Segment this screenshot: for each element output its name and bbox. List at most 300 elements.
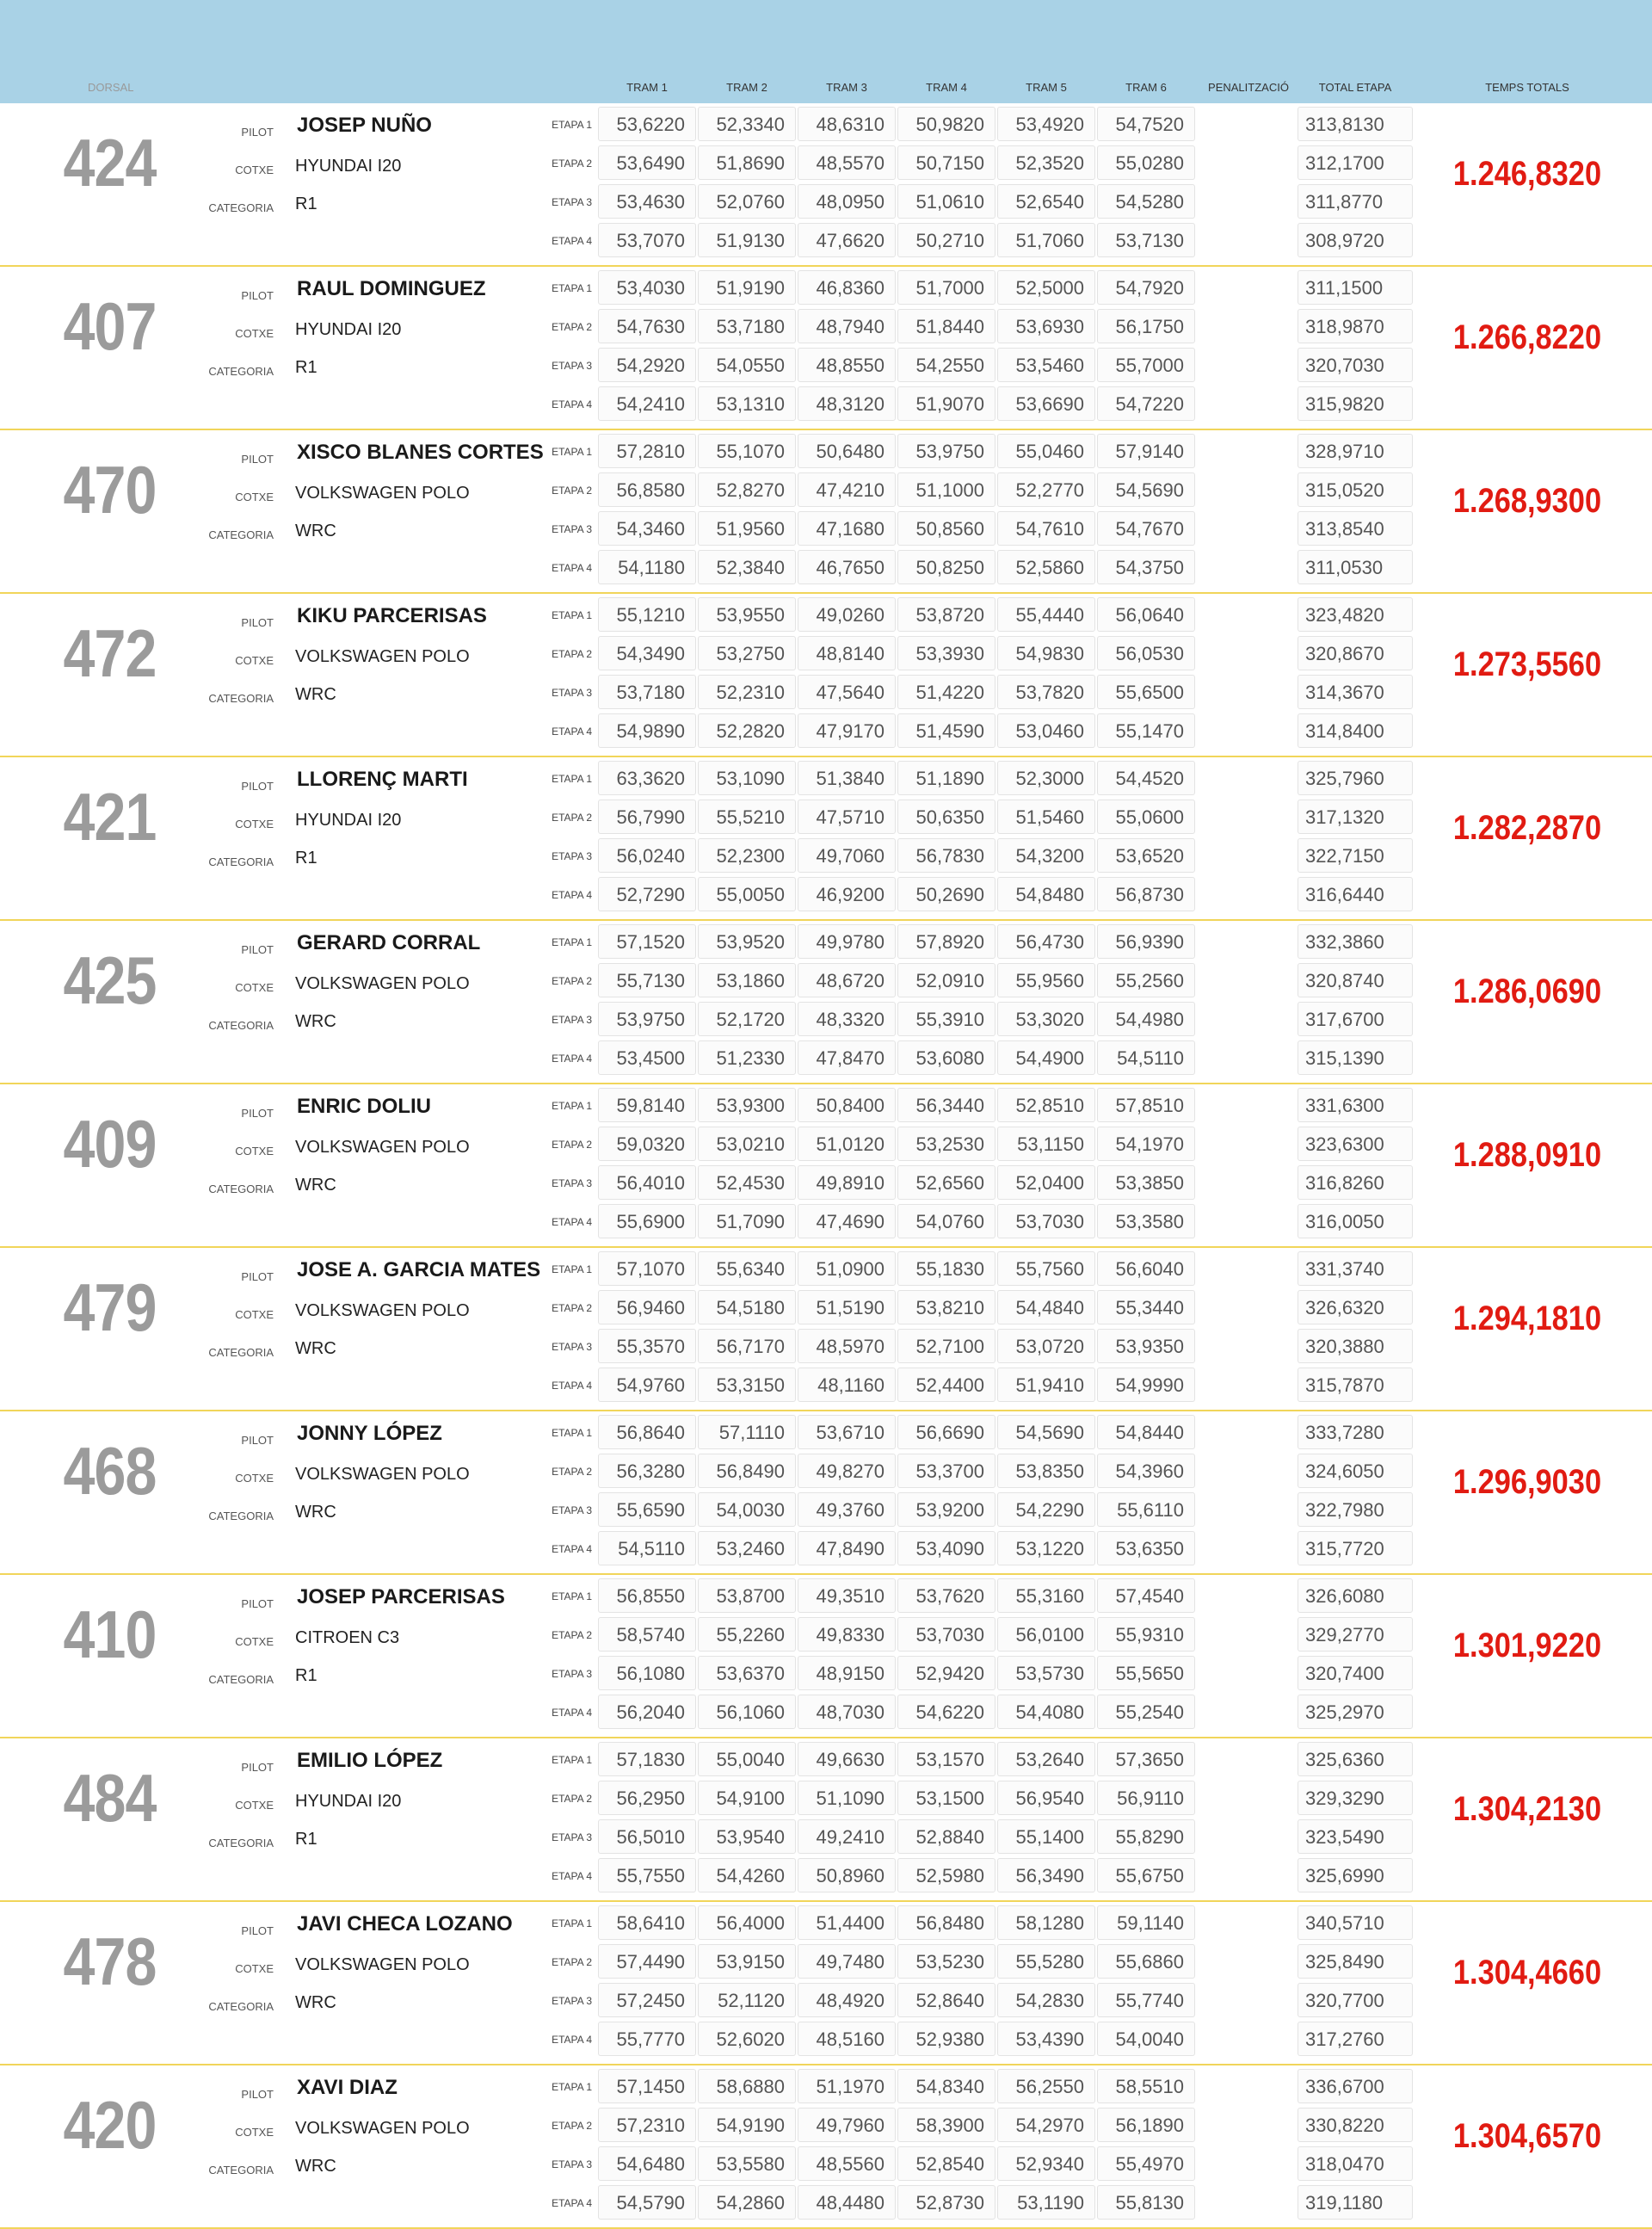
stage-total-time: 325,8490 [1298,1944,1413,1979]
stage-row [0,1856,1652,1895]
tram-5-time: 52,5000 [997,270,1095,305]
tram-5-time: 53,1190 [997,2185,1095,2220]
stage-label: ETAPA 4 [552,235,592,247]
total-time: 1.268,9300 [1452,482,1602,520]
entry-block [0,594,1652,757]
tram-1-time: 57,2450 [598,1983,696,2017]
tram-1-time: 56,5010 [598,1819,696,1854]
tram-6-time: 54,4980 [1097,1002,1195,1036]
tram-3-time: 46,9200 [798,877,896,911]
tram-5-time: 56,2550 [997,2069,1095,2103]
stage-label: ETAPA 3 [552,2158,592,2170]
pilot-name: GERARD CORRAL [297,931,481,954]
tram-4-time: 51,0610 [897,184,996,219]
cotxe-label: COTXE [235,654,274,667]
tram-4-time: 51,8440 [897,309,996,343]
stage-label: ETAPA 4 [552,562,592,574]
stage-row [0,1981,1652,2020]
tram-5-time: 51,7060 [997,223,1095,257]
entry-block [0,103,1652,267]
tram-6-time: 54,4520 [1097,761,1195,795]
tram-2-time: 53,0210 [698,1127,796,1161]
cotxe-label: COTXE [235,1145,274,1158]
tram-4-time: 52,9380 [897,2022,996,2056]
stage-row [0,1740,1652,1779]
stage-row [0,2106,1652,2145]
car-model: HYUNDAI I20 [295,157,402,176]
stage-total-time: 329,2770 [1298,1617,1413,1652]
total-time: 1.304,2130 [1452,1790,1602,1828]
tram-2-time: 52,0760 [698,184,796,219]
category-value: R1 [295,1830,317,1849]
tram-3-time: 49,3510 [798,1578,896,1613]
stage-label: ETAPA 2 [552,1793,592,1805]
tram-3-time: 48,9150 [798,1656,896,1690]
tram-6-time: 59,1140 [1097,1905,1195,1940]
tram-2-time: 53,7180 [698,309,796,343]
category-value: R1 [295,358,317,377]
pilot-label: PILOT [241,126,274,139]
tram-2-time: 53,9520 [698,924,796,959]
tram-1-time: 56,8580 [598,472,696,507]
stage-total-time: 317,2760 [1298,2022,1413,2056]
stage-row [0,712,1652,750]
tram-4-time: 52,8540 [897,2146,996,2181]
tram-4-time: 53,6080 [897,1040,996,1075]
tram-1-time: 54,3490 [598,636,696,670]
tram-2-time: 57,1110 [698,1415,796,1449]
tram-5-time: 54,4080 [997,1695,1095,1729]
tram-5-time: 52,3000 [997,761,1095,795]
stage-total-time: 329,3290 [1298,1781,1413,1815]
dorsal-number: 479 [63,1269,157,1345]
tram-1-time: 56,9460 [598,1290,696,1324]
tram-3-time: 47,8490 [798,1531,896,1565]
tram-2-time: 55,0040 [698,1742,796,1776]
header-penalitzacio: PENALITZACIÓ [1208,81,1289,94]
pilot-label: PILOT [241,1270,274,1283]
tram-2-time: 52,2310 [698,675,796,709]
car-model: HYUNDAI I20 [295,811,402,830]
stage-total-time: 325,7960 [1298,761,1413,795]
tram-2-time: 51,9130 [698,223,796,257]
tram-4-time: 53,3700 [897,1454,996,1488]
stage-total-time: 315,1390 [1298,1040,1413,1075]
stage-row [0,596,1652,634]
tram-3-time: 49,6630 [798,1742,896,1776]
entry-block [0,1575,1652,1738]
stage-row [0,2067,1652,2106]
tram-5-time: 55,5280 [997,1944,1095,1979]
tram-5-time: 54,2830 [997,1983,1095,2017]
stage-total-time: 316,0050 [1298,1204,1413,1238]
stage-total-time: 326,6080 [1298,1578,1413,1613]
stage-label: ETAPA 4 [552,398,592,411]
tram-6-time: 54,8440 [1097,1415,1195,1449]
pilot-label: PILOT [241,1434,274,1447]
tram-6-time: 54,5690 [1097,472,1195,507]
stage-total-time: 332,3860 [1298,924,1413,959]
tram-1-time: 59,8140 [598,1088,696,1122]
tram-1-time: 55,1210 [598,597,696,632]
header-temps-totals: TEMPS TOTALS [1485,81,1569,94]
stage-label: ETAPA 1 [552,1427,592,1439]
stage-total-time: 331,3740 [1298,1251,1413,1286]
stage-total-time: 316,8260 [1298,1165,1413,1200]
stage-label: ETAPA 1 [552,1100,592,1112]
stage-total-time: 322,7980 [1298,1492,1413,1527]
dorsal-number: 470 [63,452,157,528]
stage-label: ETAPA 1 [552,1590,592,1602]
category-value: WRC [295,522,336,540]
stage-row [0,385,1652,423]
tram-1-time: 56,7990 [598,800,696,834]
stage-row [0,2020,1652,2059]
stage-row [0,1250,1652,1288]
tram-6-time: 54,5110 [1097,1040,1195,1075]
cotxe-label: COTXE [235,1962,274,1975]
entry-block [0,1248,1652,1411]
stage-total-time: 317,6700 [1298,1002,1413,1036]
tram-5-time: 53,7820 [997,675,1095,709]
stage-row [0,1577,1652,1615]
stage-row [0,182,1652,221]
stage-total-time: 328,9710 [1298,434,1413,468]
tram-6-time: 55,8290 [1097,1819,1195,1854]
stage-total-time: 311,1500 [1298,270,1413,305]
tram-3-time: 47,1680 [798,511,896,546]
stage-total-time: 314,3670 [1298,675,1413,709]
cotxe-label: COTXE [235,818,274,830]
tram-6-time: 54,1970 [1097,1127,1195,1161]
tram-2-time: 52,2300 [698,838,796,873]
tram-6-time: 55,9310 [1097,1617,1195,1652]
tram-6-time: 54,7670 [1097,511,1195,546]
tram-4-time: 52,8730 [897,2185,996,2220]
tram-2-time: 53,8700 [698,1578,796,1613]
tram-2-time: 52,1720 [698,1002,796,1036]
stage-row [0,432,1652,471]
stage-total-time: 326,6320 [1298,1290,1413,1324]
stage-row [0,1086,1652,1125]
tram-3-time: 48,0950 [798,184,896,219]
stage-row [0,1164,1652,1202]
stage-total-time: 320,7700 [1298,1983,1413,2017]
tram-4-time: 56,8480 [897,1905,996,1940]
tram-4-time: 53,8720 [897,597,996,632]
tram-3-time: 51,1970 [798,2069,896,2103]
stage-label: ETAPA 2 [552,1956,592,1968]
dorsal-number: 410 [63,1596,157,1672]
stage-row [0,1288,1652,1327]
category-value: WRC [295,1176,336,1195]
tram-2-time: 56,7170 [698,1329,796,1363]
stage-row [0,1125,1652,1164]
categoria-label: CATEGORIA [208,2164,274,2177]
stage-total-time: 315,7870 [1298,1368,1413,1402]
car-model: VOLKSWAGEN POLO [295,647,470,666]
tram-5-time: 53,4920 [997,107,1095,141]
tram-4-time: 50,9820 [897,107,996,141]
categoria-label: CATEGORIA [208,1837,274,1849]
entry-block [0,1738,1652,1902]
tram-1-time: 53,6220 [598,107,696,141]
tram-5-time: 54,9830 [997,636,1095,670]
entry-block [0,1902,1652,2065]
stage-total-time: 319,1180 [1298,2185,1413,2220]
total-time: 1.301,9220 [1452,1627,1602,1664]
tram-6-time: 54,5280 [1097,184,1195,219]
tram-4-time: 52,0910 [897,963,996,997]
categoria-label: CATEGORIA [208,1673,274,1686]
tram-5-time: 52,0400 [997,1165,1095,1200]
tram-1-time: 54,9890 [598,713,696,748]
categoria-label: CATEGORIA [208,2000,274,2013]
tram-3-time: 46,8360 [798,270,896,305]
stage-label: ETAPA 1 [552,2081,592,2093]
tram-2-time: 55,0050 [698,877,796,911]
stage-label: ETAPA 3 [552,1341,592,1353]
tram-5-time: 51,9410 [997,1368,1095,1402]
stage-row [0,1942,1652,1981]
categoria-label: CATEGORIA [208,692,274,705]
categoria-label: CATEGORIA [208,1019,274,1032]
stage-total-time: 315,0520 [1298,472,1413,507]
header-tram-3: TRAM 3 [826,81,867,94]
tram-5-time: 54,2290 [997,1492,1095,1527]
tram-6-time: 58,5510 [1097,2069,1195,2103]
tram-5-time: 51,5460 [997,800,1095,834]
header-tram-6: TRAM 6 [1125,81,1167,94]
categoria-label: CATEGORIA [208,1182,274,1195]
tram-1-time: 54,5790 [598,2185,696,2220]
pilot-name: EMILIO LÓPEZ [297,1749,443,1772]
tram-5-time: 53,3020 [997,1002,1095,1036]
tram-4-time: 58,3900 [897,2108,996,2142]
stage-row [0,221,1652,260]
tram-6-time: 56,1750 [1097,309,1195,343]
header-dorsal: DORSAL [88,81,134,94]
tram-4-time: 55,3910 [897,1002,996,1036]
tram-1-time: 53,6490 [598,145,696,180]
pilot-name: JOSEP PARCERISAS [297,1585,505,1608]
stage-row [0,837,1652,875]
stage-label: ETAPA 2 [552,321,592,333]
tram-6-time: 53,3850 [1097,1165,1195,1200]
tram-6-time: 57,3650 [1097,1742,1195,1776]
tram-5-time: 53,0720 [997,1329,1095,1363]
tram-2-time: 52,8270 [698,472,796,507]
stage-label: ETAPA 4 [552,1870,592,1882]
tram-2-time: 53,6370 [698,1656,796,1690]
tram-4-time: 52,5980 [897,1858,996,1892]
tram-3-time: 47,9170 [798,713,896,748]
tram-6-time: 56,0530 [1097,636,1195,670]
cotxe-label: COTXE [235,1635,274,1648]
tram-2-time: 54,4260 [698,1858,796,1892]
stage-total-time: 325,6360 [1298,1742,1413,1776]
tram-2-time: 53,5580 [698,2146,796,2181]
tram-5-time: 53,1220 [997,1531,1095,1565]
entry-block [0,757,1652,921]
tram-3-time: 51,1090 [798,1781,896,1815]
total-time: 1.286,0690 [1452,972,1602,1010]
tram-2-time: 58,6880 [698,2069,796,2103]
stage-label: ETAPA 4 [552,1053,592,1065]
pilot-label: PILOT [241,1597,274,1610]
tram-4-time: 50,8250 [897,550,996,584]
tram-4-time: 53,9200 [897,1492,996,1527]
stage-row [0,1904,1652,1942]
tram-5-time: 53,5460 [997,348,1095,382]
tram-5-time: 53,1150 [997,1127,1095,1161]
tram-1-time: 53,4030 [598,270,696,305]
stage-total-time: 323,5490 [1298,1819,1413,1854]
tram-3-time: 48,4480 [798,2185,896,2220]
tram-5-time: 55,3160 [997,1578,1095,1613]
tram-2-time: 53,9300 [698,1088,796,1122]
tram-2-time: 53,1090 [698,761,796,795]
tram-6-time: 55,6500 [1097,675,1195,709]
tram-1-time: 57,2310 [598,2108,696,2142]
categoria-label: CATEGORIA [208,855,274,868]
tram-3-time: 48,7940 [798,309,896,343]
tram-1-time: 57,1070 [598,1251,696,1286]
tram-3-time: 47,5710 [798,800,896,834]
tram-4-time: 54,6220 [897,1695,996,1729]
tram-1-time: 54,2920 [598,348,696,382]
tram-3-time: 49,9780 [798,924,896,959]
total-time: 1.273,5560 [1452,645,1602,683]
stage-row [0,548,1652,587]
tram-5-time: 53,6690 [997,386,1095,421]
tram-2-time: 56,8490 [698,1454,796,1488]
tram-6-time: 56,9390 [1097,924,1195,959]
stage-row [0,1039,1652,1077]
tram-5-time: 55,9560 [997,963,1095,997]
pilot-name: JOSEP NUÑO [297,114,432,137]
entry-block [0,430,1652,594]
stage-label: ETAPA 3 [552,687,592,699]
stage-label: ETAPA 3 [552,1014,592,1026]
pilot-name: JOSE A. GARCIA MATES [297,1258,541,1281]
stage-row [0,673,1652,712]
car-model: HYUNDAI I20 [295,320,402,339]
category-value: WRC [295,1503,336,1522]
tram-6-time: 57,4540 [1097,1578,1195,1613]
pilot-name: KIKU PARCERISAS [297,604,487,627]
pilot-name: XISCO BLANES CORTES [297,441,544,464]
stage-row [0,1615,1652,1654]
stage-label: ETAPA 1 [552,1263,592,1275]
cotxe-label: COTXE [235,327,274,340]
tram-4-time: 50,2710 [897,223,996,257]
tram-2-time: 53,1310 [698,386,796,421]
tram-6-time: 57,9140 [1097,434,1195,468]
tram-4-time: 53,7620 [897,1578,996,1613]
dorsal-number: 420 [63,2087,157,2163]
stage-label: ETAPA 3 [552,1995,592,2007]
tram-3-time: 49,8270 [798,1454,896,1488]
tram-5-time: 54,4900 [997,1040,1095,1075]
tram-6-time: 55,8130 [1097,2185,1195,2220]
pilot-name: XAVI DIAZ [297,2076,398,2099]
tram-1-time: 56,2040 [598,1695,696,1729]
pilot-label: PILOT [241,453,274,466]
tram-1-time: 59,0320 [598,1127,696,1161]
car-model: VOLKSWAGEN POLO [295,2119,470,2138]
stage-row [0,1366,1652,1405]
tram-2-time: 53,2750 [698,636,796,670]
tram-4-time: 51,9070 [897,386,996,421]
tram-6-time: 54,3960 [1097,1454,1195,1488]
tram-3-time: 48,3320 [798,1002,896,1036]
tram-2-time: 52,3840 [698,550,796,584]
tram-4-time: 50,8560 [897,511,996,546]
tram-1-time: 55,6590 [598,1492,696,1527]
pilot-name: LLORENÇ MARTI [297,768,468,791]
tram-4-time: 50,7150 [897,145,996,180]
tram-1-time: 54,9760 [598,1368,696,1402]
stage-label: ETAPA 1 [552,1917,592,1930]
pilot-name: ENRIC DOLIU [297,1095,431,1118]
tram-1-time: 56,2950 [598,1781,696,1815]
stage-row [0,1654,1652,1693]
tram-2-time: 53,2460 [698,1531,796,1565]
dorsal-number: 478 [63,1923,157,1999]
tram-2-time: 52,6020 [698,2022,796,2056]
cotxe-label: COTXE [235,981,274,994]
tram-1-time: 56,8550 [598,1578,696,1613]
tram-3-time: 48,5560 [798,2146,896,2181]
tram-4-time: 50,2690 [897,877,996,911]
tram-5-time: 53,4390 [997,2022,1095,2056]
cotxe-label: COTXE [235,1472,274,1485]
pilot-name: JONNY LÓPEZ [297,1422,442,1445]
tram-3-time: 49,7960 [798,2108,896,2142]
tram-5-time: 55,7560 [997,1251,1095,1286]
stage-label: ETAPA 3 [552,1668,592,1680]
header-tram-2: TRAM 2 [726,81,767,94]
tram-3-time: 47,4690 [798,1204,896,1238]
tram-3-time: 49,0260 [798,597,896,632]
stage-label: ETAPA 1 [552,446,592,458]
stage-total-time: 317,1320 [1298,800,1413,834]
stage-label: ETAPA 3 [552,850,592,862]
tram-6-time: 54,0040 [1097,2022,1195,2056]
pilot-label: PILOT [241,1107,274,1120]
tram-1-time: 53,4500 [598,1040,696,1075]
tram-4-time: 54,8340 [897,2069,996,2103]
tram-2-time: 56,1060 [698,1695,796,1729]
tram-6-time: 54,7220 [1097,386,1195,421]
stage-label: ETAPA 4 [552,1707,592,1719]
tram-1-time: 55,7550 [598,1858,696,1892]
total-time: 1.266,8220 [1452,318,1602,356]
stage-total-time: 320,7400 [1298,1656,1413,1690]
tram-2-time: 53,9550 [698,597,796,632]
stage-row [0,1413,1652,1452]
tram-6-time: 55,6110 [1097,1492,1195,1527]
tram-1-time: 54,7630 [598,309,696,343]
tram-5-time: 52,2770 [997,472,1095,507]
stage-row [0,1452,1652,1491]
tram-1-time: 55,7130 [598,963,696,997]
categoria-label: CATEGORIA [208,365,274,378]
stage-row [0,1327,1652,1366]
tram-3-time: 48,4920 [798,1983,896,2017]
stage-label: ETAPA 3 [552,360,592,372]
